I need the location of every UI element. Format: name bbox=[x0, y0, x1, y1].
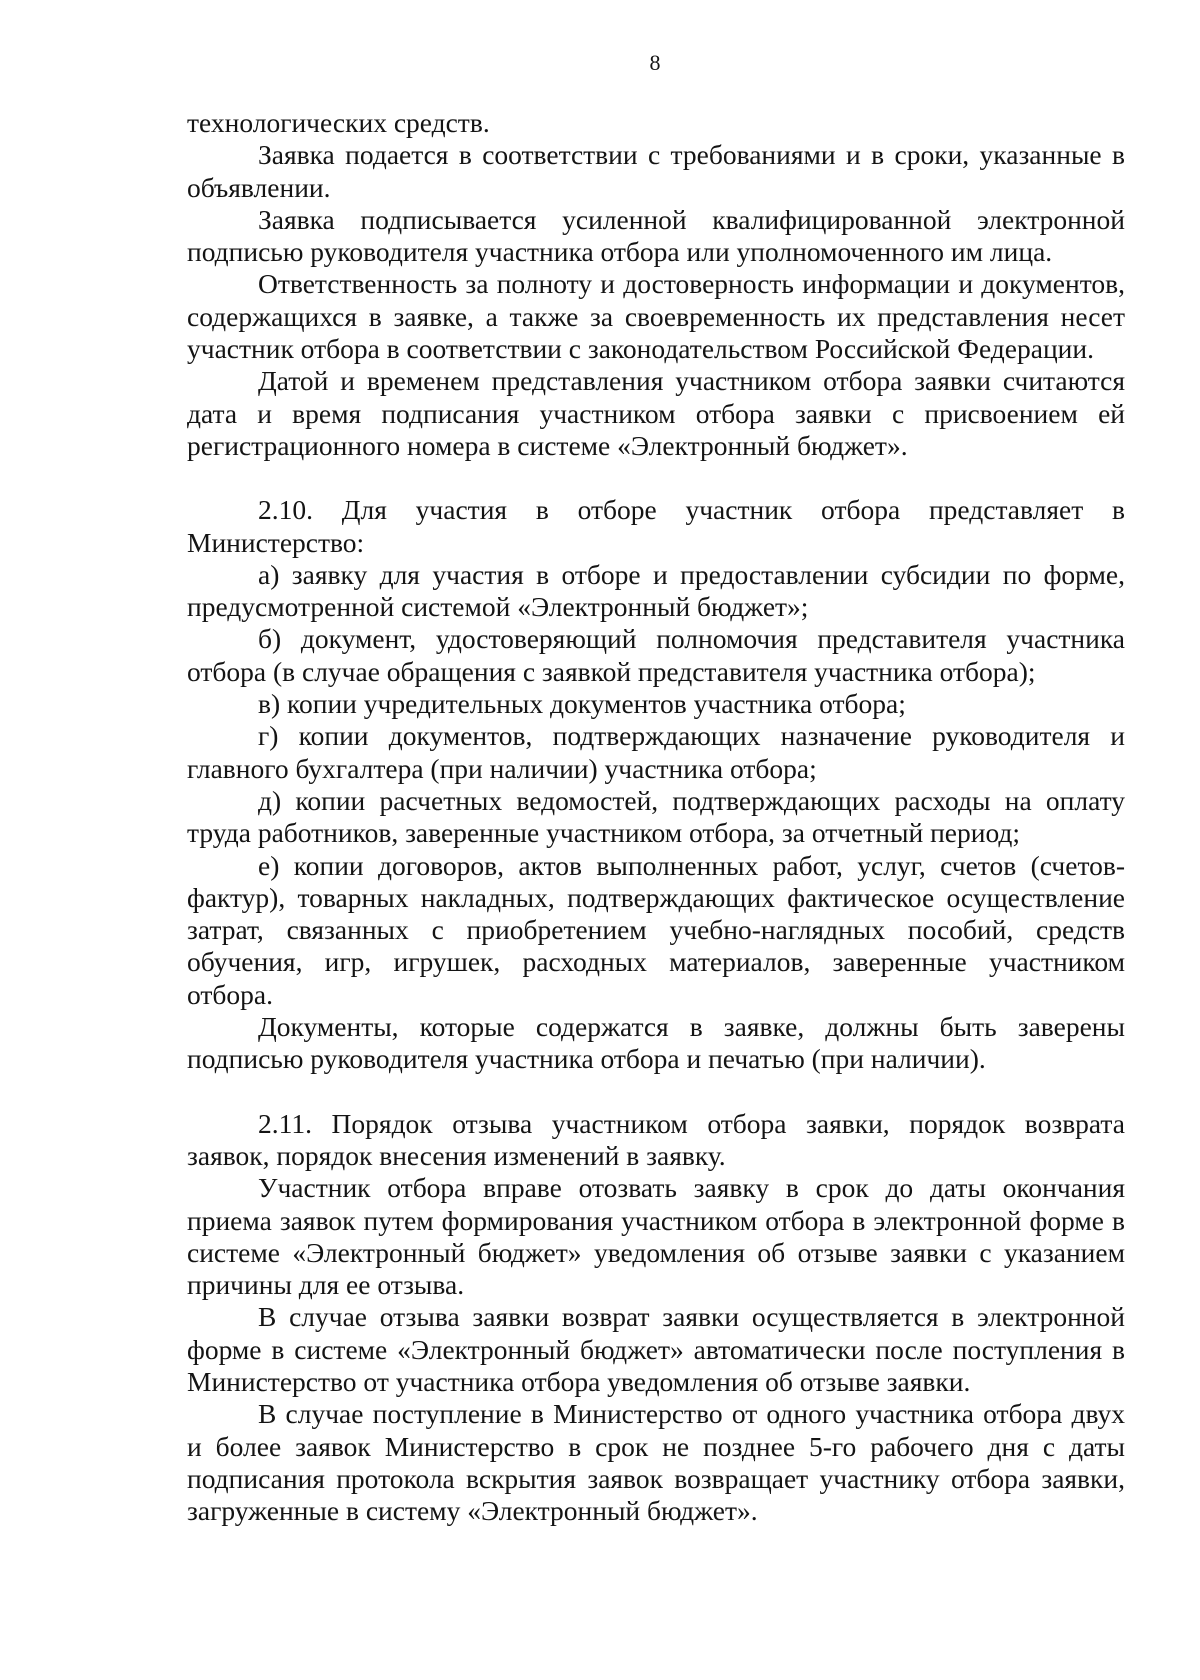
paragraph-responsibility: Ответственность за полноту и достоверность информации и документов, содержащихся в заявке, а также за своевременность их представления несет участник отбора в соответствии с законодательством Российской Федерации. bbox=[187, 268, 1125, 365]
list-item-g: г) копии документов, подтверждающих назначение руководителя и главного бухгалтера (при наличии) участника отбора; bbox=[187, 720, 1125, 784]
document-body bbox=[187, 107, 1125, 1527]
paragraph-document-certification: Документы, которые содержатся в заявке, должны быть заверены подписью руководителя участника отбора и печатью (при наличии). bbox=[187, 1011, 1125, 1075]
paragraph-continuation: технологических средств. bbox=[187, 107, 490, 138]
paragraph-withdrawal: Участник отбора вправе отозвать заявку в срок до даты окончания приема заявок путем формирования участником отбора в электронной форме в системе «Электронный бюджет» уведомления об отзыве заявки с указанием причины для ее отзыва. bbox=[187, 1172, 1125, 1301]
list-item-v: в) копии учредительных документов участника отбора; bbox=[258, 688, 906, 720]
list-item-b: б) документ, удостоверяющий полномочия представителя участника отбора (в случае обращения с заявкой представителя участника отбора); bbox=[187, 623, 1125, 687]
list-item-a: а) заявку для участия в отборе и предоставлении субсидии по форме, предусмотренной системой «Электронный бюджет»; bbox=[187, 558, 1125, 623]
paragraph-multiple-applications: В случае поступление в Министерство от одного участника отбора двух и более заявок Министерство в срок не позднее 5-го рабочего дня с даты подписания протокола вскрытия заявок возвращает участнику отбора заявки, загруженные в систему «Электронный бюджет». bbox=[187, 1398, 1125, 1527]
section-2-10-heading: 2.10. Для участия в отборе участник отбора представляет в Министерство: bbox=[187, 494, 1125, 558]
section-2-11-heading: 2.11. Порядок отзыва участником отбора заявки, порядок возврата заявок, порядок внесения изменений в заявку. bbox=[187, 1107, 1125, 1171]
paragraph-application-submission: Заявка подается в соответствии с требованиями и в сроки, указанные в объявлении. bbox=[187, 139, 1125, 203]
paragraph-application-signature: Заявка подписывается усиленной квалифицированной электронной подписью руководителя участника отбора или уполномоченного им лица. bbox=[187, 203, 1125, 268]
list-item-e: е) копии договоров, актов выполненных работ, услуг, счетов (счетов-фактур), товарных накладных, подтверждающих фактическое осуществление затрат, связанных с приобретением учебно-наглядных пособий, средств обучения, игр, игрушек, расходных материалов, заверенные участником отбора. bbox=[187, 849, 1125, 1010]
page-number: 8 bbox=[649, 50, 661, 75]
paragraph-return: В случае отзыва заявки возврат заявки осуществляется в электронной форме в системе «Электронный бюджет» автоматически после поступления в Министерство от участника отбора уведомления об отзыве заявки. bbox=[187, 1301, 1125, 1397]
paragraph-submission-date: Датой и временем представления участником отбора заявки считаются дата и время подписания участником отбора заявки с присвоением ей регистрационного номера в системе «Электронный бюджет». bbox=[187, 365, 1125, 461]
list-item-d: д) копии расчетных ведомостей, подтверждающих расходы на оплату труда работников, заверенные участником отбора, за отчетный период; bbox=[187, 784, 1125, 849]
